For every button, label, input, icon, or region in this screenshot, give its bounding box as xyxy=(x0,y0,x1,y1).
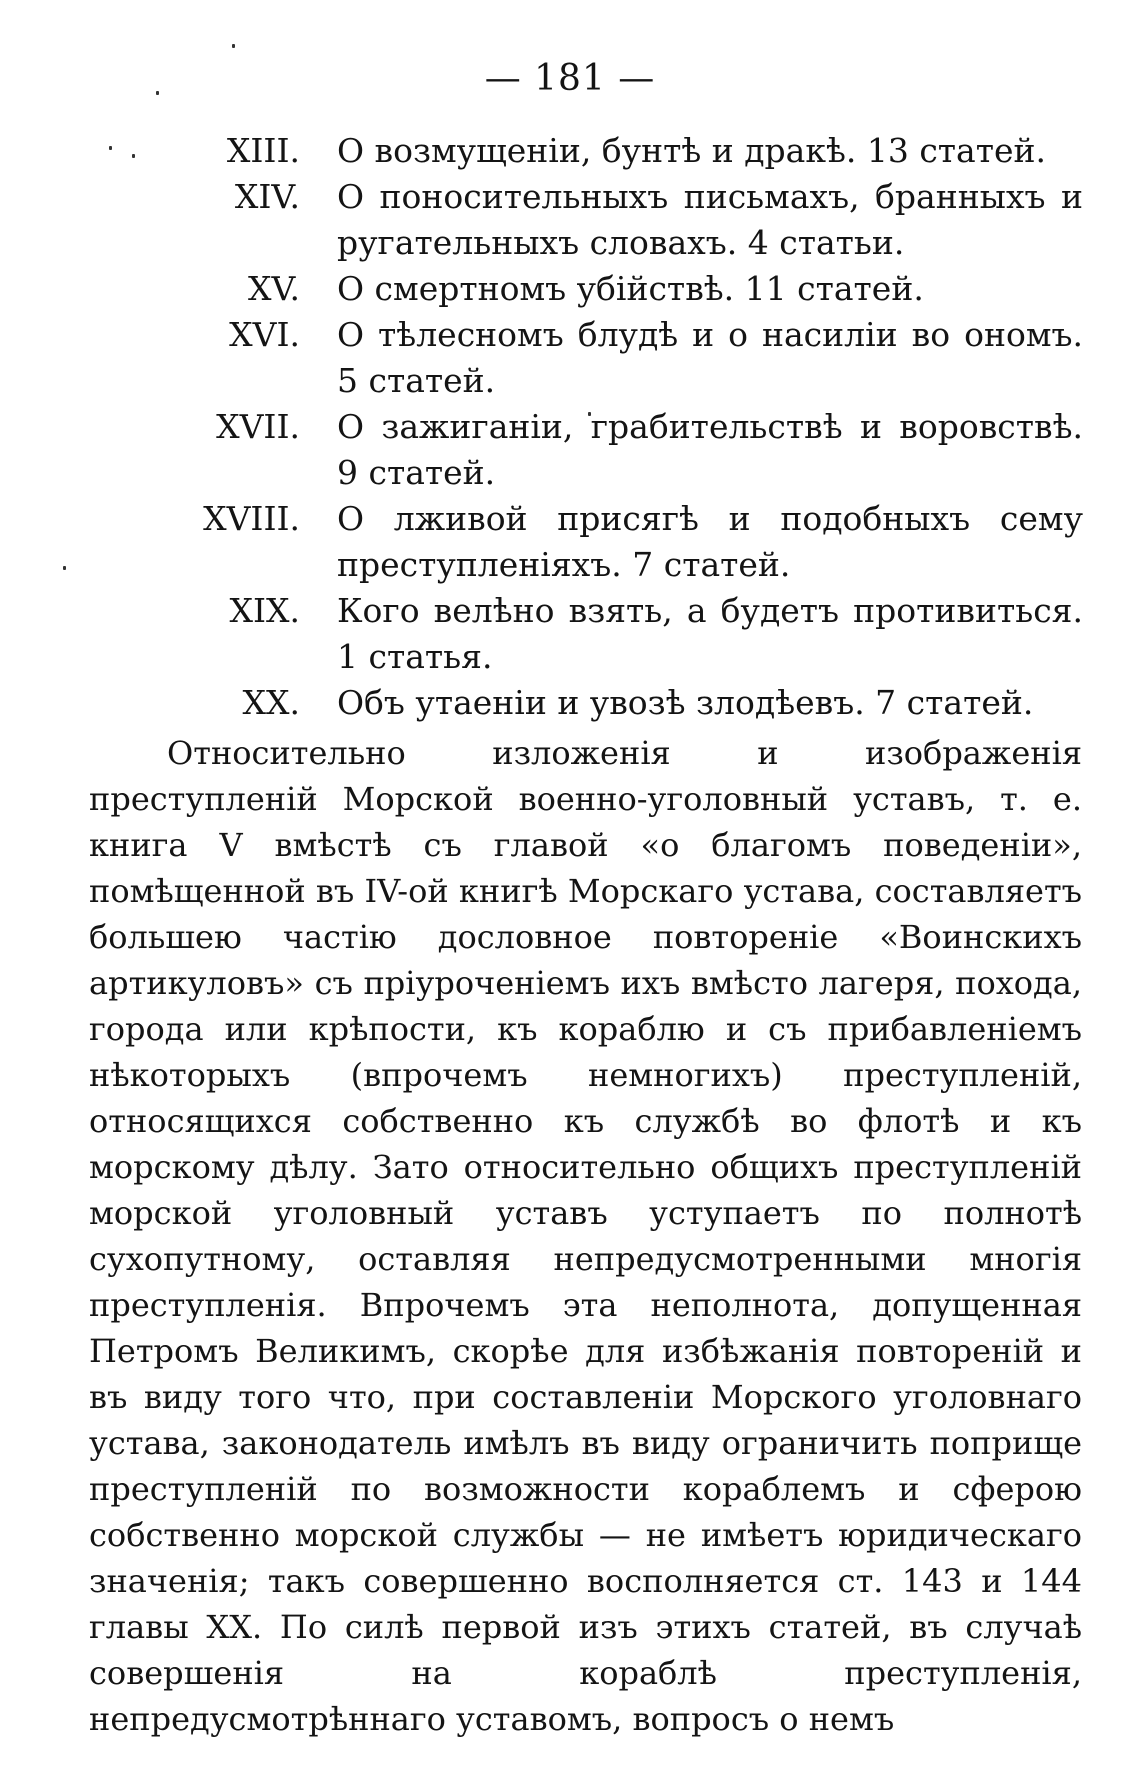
chapter-numeral: XIII. xyxy=(226,131,300,170)
chapter-numeral: XIX. xyxy=(229,591,300,630)
chapter-entry xyxy=(0,266,1140,312)
chapter-title: О возмущеніи, бунтѣ и дракѣ. 13 статей. xyxy=(337,131,1047,170)
chapter-title: О лживой присягѣ и подобныхъ сему преступленіяхъ. 7 статей. xyxy=(337,499,1083,584)
chapter-list xyxy=(0,128,1140,726)
chapter-numeral: XVII. xyxy=(216,407,300,446)
body-paragraph: Относительно изложенія и изображенія преступленій Морской военно-уголовный уставъ, т. е. книга V вмѣстѣ съ главой «о благомъ поведеніи», помѣщенной въ IV-ой книгѣ Морскаго устава, составляетъ большею частію дословное повтореніе «Воинскихъ артикуловъ» съ пріуроченіемъ ихъ вмѣсто лагеря, похода, города или крѣпости, къ кораблю и съ прибавленіемъ нѣкоторыхъ (впрочемъ немногихъ) преступленій, относящихся собственно къ службѣ во флотѣ и къ морскому дѣлу. Зато относительно общихъ преступленій морской уголовный уставъ уступаетъ по полнотѣ сухопутному, оставляя непредусмотренными многія преступленія. Впрочемъ эта неполнота, допущенная Петромъ Великимъ, скорѣе для избѣжанія повтореній и въ виду того что, при составленіи Морского уголовнаго устава, законодатель имѣлъ въ виду ограничить поприще преступленій по возможности кораблемъ и сферою собственно морской службы — не имѣетъ юридическаго значенія; такъ совершенно восполняется ст. 143 и 144 главы XX. По силѣ первой изъ этихъ статей, въ случаѣ совершенія на кораблѣ преступленія, непредусмотрѣннаго уставомъ, вопросъ о немъ xyxy=(89,734,1082,1738)
chapter-title: О поносительныхъ письмахъ, бранныхъ и ругательныхъ словахъ. 4 статьи. xyxy=(337,177,1083,262)
chapter-entry xyxy=(0,128,1140,174)
chapter-title: О смертномъ убійствѣ. 11 статей. xyxy=(337,269,924,308)
chapter-entry xyxy=(0,404,1140,496)
chapter-title: О зажиганіи, грабительствѣ и воровствѣ. 9 статей. xyxy=(337,407,1083,492)
chapter-numeral: XX. xyxy=(242,683,300,722)
chapter-numeral: XV. xyxy=(247,269,300,308)
chapter-numeral: XVIII. xyxy=(203,499,300,538)
chapter-title: Объ утаеніи и увозѣ злодѣевъ. 7 статей. xyxy=(337,683,1034,722)
chapter-entry xyxy=(0,680,1140,726)
chapter-numeral: XVI. xyxy=(229,315,300,354)
chapter-title: Кого велѣно взять, а будетъ противиться. 1 статья. xyxy=(337,591,1083,676)
chapter-entry xyxy=(0,588,1140,680)
ink-speck xyxy=(232,44,235,48)
page-number: — 181 — xyxy=(484,58,656,99)
chapter-entry xyxy=(0,174,1140,266)
chapter-numeral: XIV. xyxy=(234,177,300,216)
chapter-entry xyxy=(0,312,1140,404)
chapter-title: О тѣлесномъ блудѣ и о насиліи во ономъ. 5 статей. xyxy=(337,315,1083,400)
chapter-entry xyxy=(0,496,1140,588)
